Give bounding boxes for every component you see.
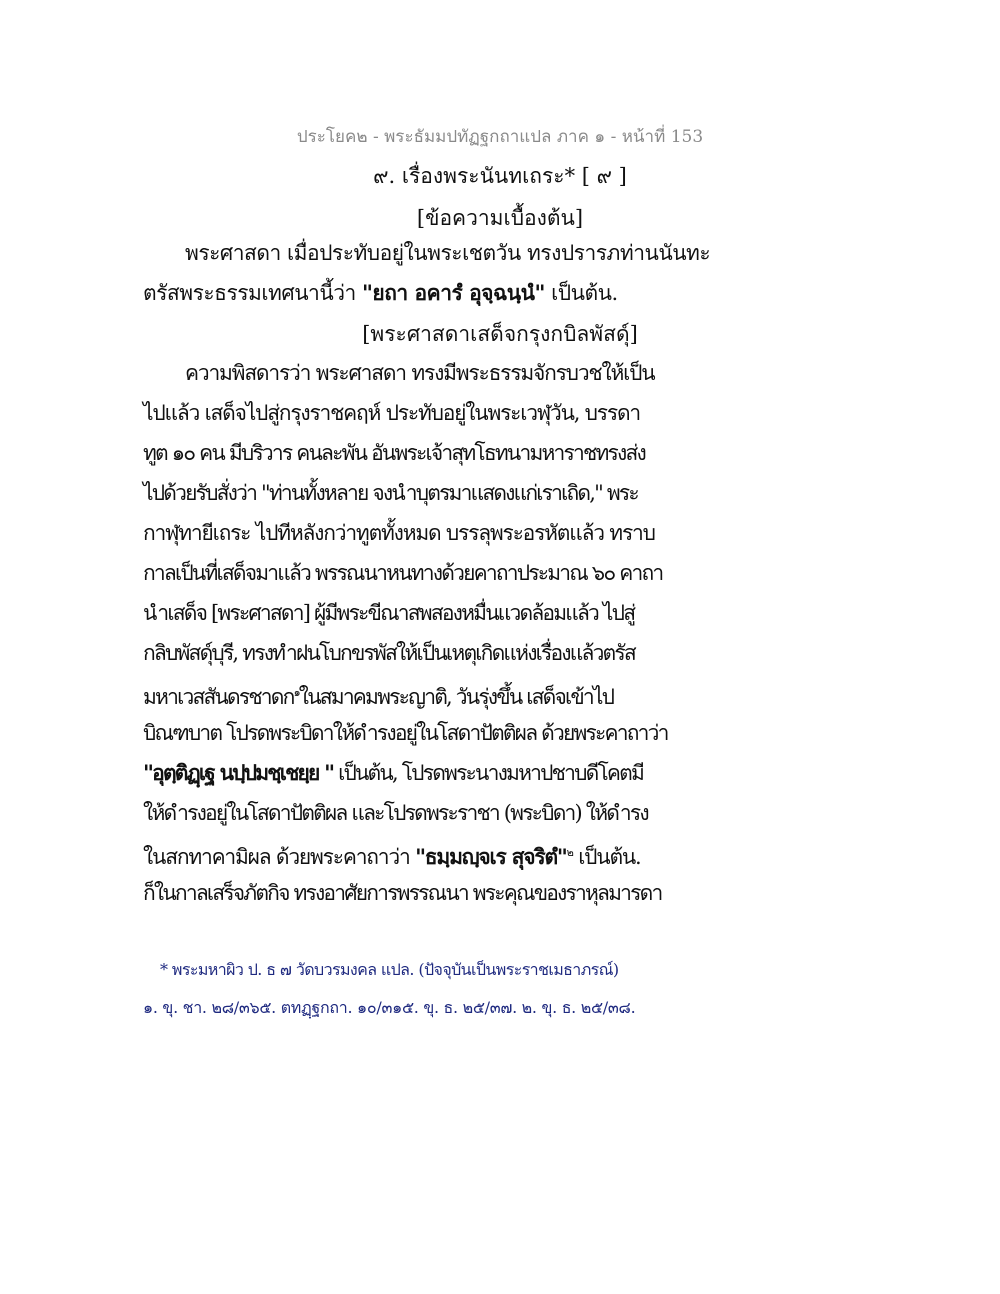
body-line	[143, 478, 703, 508]
body-line	[143, 638, 703, 668]
body-line	[143, 798, 703, 828]
body-line-text: ในสมาคมพระญาติ, วันรุ่งขึ้น เสด็จเข้าไป	[298, 685, 614, 709]
body-line-text: กาฬุทายีเถระ ไปทีหลังกว่าทูตทั้งหมด บรรลุพระอรหัตแล้ว ทราบ	[143, 521, 655, 545]
footnote-text: ๑. ขุ. ชา. ๒๘/๓๖๕. ตทฏฺฐกถา. ๑๐/๓๑๕. ขุ. ธ. ๒๕/๓๗. ๒. ขุ. ธ. ๒๕/๓๘.	[143, 998, 636, 1017]
body-line-text: มหาเวสสันดรชาดก	[143, 685, 294, 709]
body-line-text: ตรัสพระธรรมเทศนานี้ว่า	[143, 281, 362, 305]
body-line-text: ให้ดำรงอยู่ในโสดาปัตติผล และโปรดพระราชา (พระบิดา) ให้ดำรง	[143, 801, 648, 825]
subheading-section-text: [พระศาสดาเสด็จกรุงกบิลพัสดุ์]	[362, 322, 638, 346]
body-line-text: ในสกทาคามิผล ด้วยพระคาถาว่า	[143, 845, 416, 869]
subheading-intro	[0, 202, 1000, 235]
story-title	[0, 160, 1000, 193]
body-line-text: กลิบพัสดุ์บุรี, ทรงทำฝนโบกขรพัสให้เป็นเหตุเกิดแห่งเรื่องแล้วตรัส	[143, 641, 635, 665]
subheading-intro-text: [ข้อความเบื้องต้น]	[416, 206, 584, 230]
pali-quote: "ธมฺมญฺจเร สุจริตํ"	[415, 844, 567, 869]
body-line	[143, 278, 703, 308]
body-line	[185, 238, 711, 268]
body-line-text: ไปแล้ว เสด็จไปสู่กรุงราชคฤห์ ประทับอยู่ในพระเวฬุวัน, บรรดา	[143, 401, 640, 425]
body-line-text: นำเสด็จ [พระศาสดา] ผู้มีพระขีณาสพสองหมื่นแวดล้อมแล้ว ไปสู่	[143, 601, 635, 625]
body-line	[185, 358, 705, 388]
body-line-text: เป็นต้น.	[544, 281, 618, 305]
body-line-text: พระศาสดา เมื่อประทับอยู่ในพระเชตวัน ทรงปรารภท่านนันทะ	[185, 241, 711, 265]
body-line	[143, 398, 703, 428]
footnote-text: * พระมหาผิว ป. ธ ๗ วัดบวรมงคล แปล. (ปัจจุบันเป็นพระราชเมธาภรณ์)	[160, 960, 619, 979]
body-line-text: ไปด้วยรับสั่งว่า "ท่านทั้งหลาย จงนำบุตรมาแสดงแก่เราเถิด," พระ	[143, 481, 638, 505]
body-line-text: ทูต ๑๐ คน มีบริวาร คนละพัน อันพระเจ้าสุทโธทนามหาราชทรงส่ง	[143, 441, 645, 465]
pali-quote: "อุตฺติฏฺเฐ นปฺปมชฺเชยฺย "	[143, 760, 334, 785]
body-line	[143, 838, 703, 872]
footnote-marker: ๑	[293, 686, 299, 699]
body-line	[143, 678, 703, 712]
body-line-text: ก็ในกาลเสร็จภัตกิจ ทรงอาศัยการพรรณนา พระคุณของราหุลมารดา	[143, 881, 662, 905]
body-line-text: เป็นต้น, โปรดพระนางมหาปชาบดีโคตมี	[333, 761, 644, 785]
body-line	[143, 518, 703, 548]
footnote-marker: ๒	[566, 846, 573, 859]
footnote-references	[143, 996, 635, 1021]
body-line-text: ความพิสดารว่า พระศาสดา ทรงมีพระธรรมจักรบวชให้เป็น	[185, 361, 655, 385]
body-line-text: กาลเป็นที่เสด็จมาแล้ว พรรณนาหนทางด้วยคาถาประมาณ ๖๐ คาถา	[143, 561, 663, 585]
body-line	[143, 878, 703, 908]
body-line-text: บิณฑบาต โปรดพระบิดาให้ดำรงอยู่ในโสดาปัตติผล ด้วยพระคาถาว่า	[143, 721, 668, 745]
subheading-section	[0, 318, 1000, 351]
body-line	[143, 598, 703, 628]
running-header	[0, 123, 1000, 150]
body-line	[143, 718, 703, 748]
body-line-text: เป็นต้น.	[572, 845, 641, 869]
pali-quote: "ยถา อคารํ อุจฺฉนฺนํ"	[361, 280, 545, 305]
body-line	[143, 758, 703, 788]
running-header-text: ประโยค๒ - พระธัมมปทัฏฐกถาแปล ภาค ๑ - หน้าที่ 153	[296, 127, 704, 147]
body-line	[143, 438, 703, 468]
footnote-translator	[160, 958, 619, 983]
body-line	[143, 558, 703, 588]
story-title-text: ๙. เรื่องพระนันทเถระ* [ ๙ ]	[373, 164, 627, 188]
